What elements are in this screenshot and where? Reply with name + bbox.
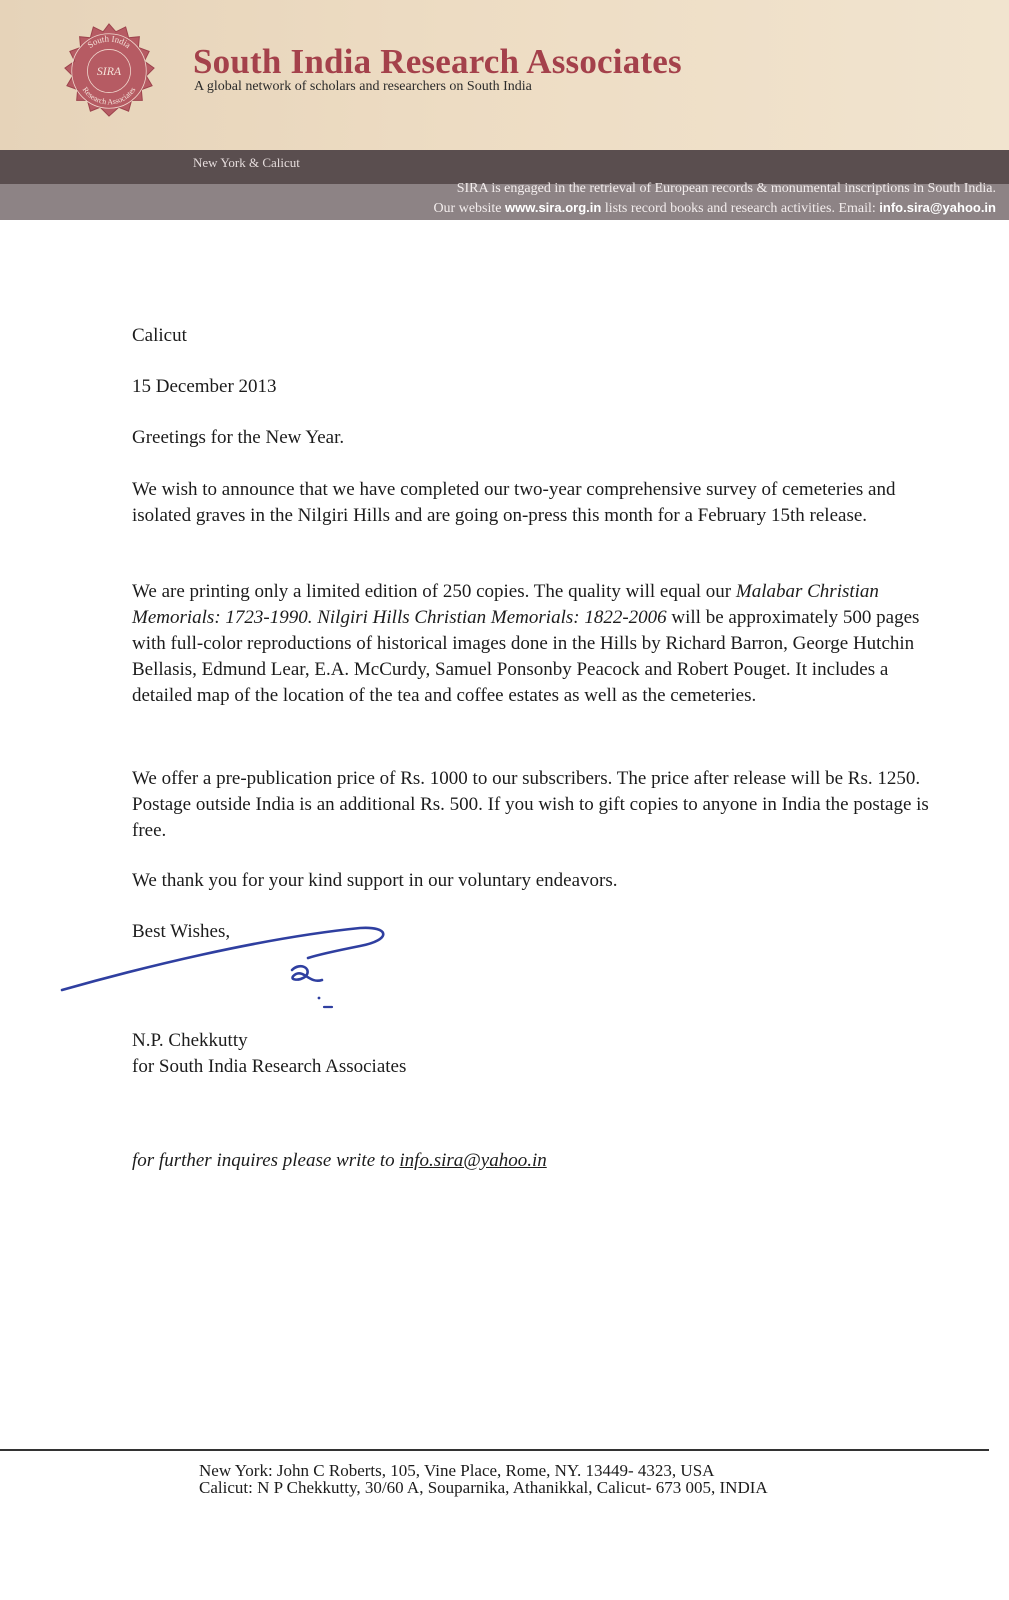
website-link[interactable]: www.sira.org.in — [504, 200, 602, 215]
edition-text-a: We are printing only a limited edition of 250 copies. The quality will equal our — [132, 581, 736, 602]
footer-new-york-address: New York: John C Roberts, 105, Vine Place, Rome, NY. 13449- 4323, USA — [199, 1461, 715, 1480]
handwritten-signature — [60, 918, 390, 1018]
sira-seal-logo — [60, 22, 158, 120]
thanks-paragraph: We thank you for your kind support in our voluntary endeavors. — [132, 870, 618, 891]
letter-date: 15 December 2013 — [132, 376, 277, 397]
closing: Best Wishes, — [132, 921, 231, 942]
inquiry-text: for further inquires please write to — [132, 1150, 400, 1171]
sira-description: SIRA is engaged in the retrieval of European records & monumental inscriptions in South India. — [456, 181, 996, 196]
pricing-paragraph: We offer a pre-publication price of Rs. 1000 to our subscribers. The price after release will be Rs. 1250. Postage outside India is an additional Rs. 500. If you wish to gift copies to anyone in India the postage is free. — [132, 768, 929, 841]
announcement-paragraph: We wish to announce that we have completed our two-year comprehensive survey of cemeteries and isolated graves in the Nilgiri Hills and are going on-press this month for a February 15th release. — [132, 479, 896, 526]
inquiry-line — [132, 1148, 952, 1174]
contact-prefix: Our website — [433, 201, 505, 216]
edition-text-b: will be approximately 500 pages with full-color reproductions of historical images done in the Hills by Richard Barron, George Hutchin Bellasis, Edmund Lear, E.A. McCurdy, Samuel Ponsonby Peacock and Robert Pouget. It includes a detailed map of the location of the tea and coffee estates as well as the cemeteries. — [132, 607, 920, 706]
footer-rule — [0, 1449, 989, 1451]
seal-center-text: SIRA — [96, 64, 122, 78]
signer-name: N.P. Chekkutty — [132, 1030, 248, 1051]
signer-organization: for South India Research Associates — [132, 1056, 407, 1077]
header-dark-bar — [0, 150, 1009, 184]
letter-greeting: Greetings for the New Year. — [132, 427, 345, 448]
letter-place: Calicut — [132, 325, 187, 346]
header-email-link[interactable]: info.sira@yahoo.in — [879, 200, 996, 215]
org-title: South India Research Associates — [193, 42, 682, 81]
inquiry-email-link[interactable]: info.sira@yahoo.in — [399, 1150, 547, 1171]
seal-top-text: South India — [85, 33, 133, 51]
seal-bottom-text: Research Associates — [80, 85, 138, 107]
footer-calicut-address: Calicut: N P Chekkutty, 30/60 A, Souparnika, Athanikkal, Calicut- 673 005, INDIA — [199, 1478, 768, 1497]
book-titles: Malabar Christian Memorials: 1723-1990. Nilgiri Hills Christian Memorials: 1822-2006 — [132, 581, 879, 628]
edition-paragraph — [132, 579, 952, 709]
org-tagline: A global network of scholars and researchers on South India — [194, 79, 532, 94]
signer-block — [132, 1028, 952, 1080]
office-locations: New York & Calicut — [193, 155, 300, 170]
sira-contact-line — [433, 200, 996, 217]
contact-middle: lists record books and research activities. Email: — [601, 201, 880, 216]
